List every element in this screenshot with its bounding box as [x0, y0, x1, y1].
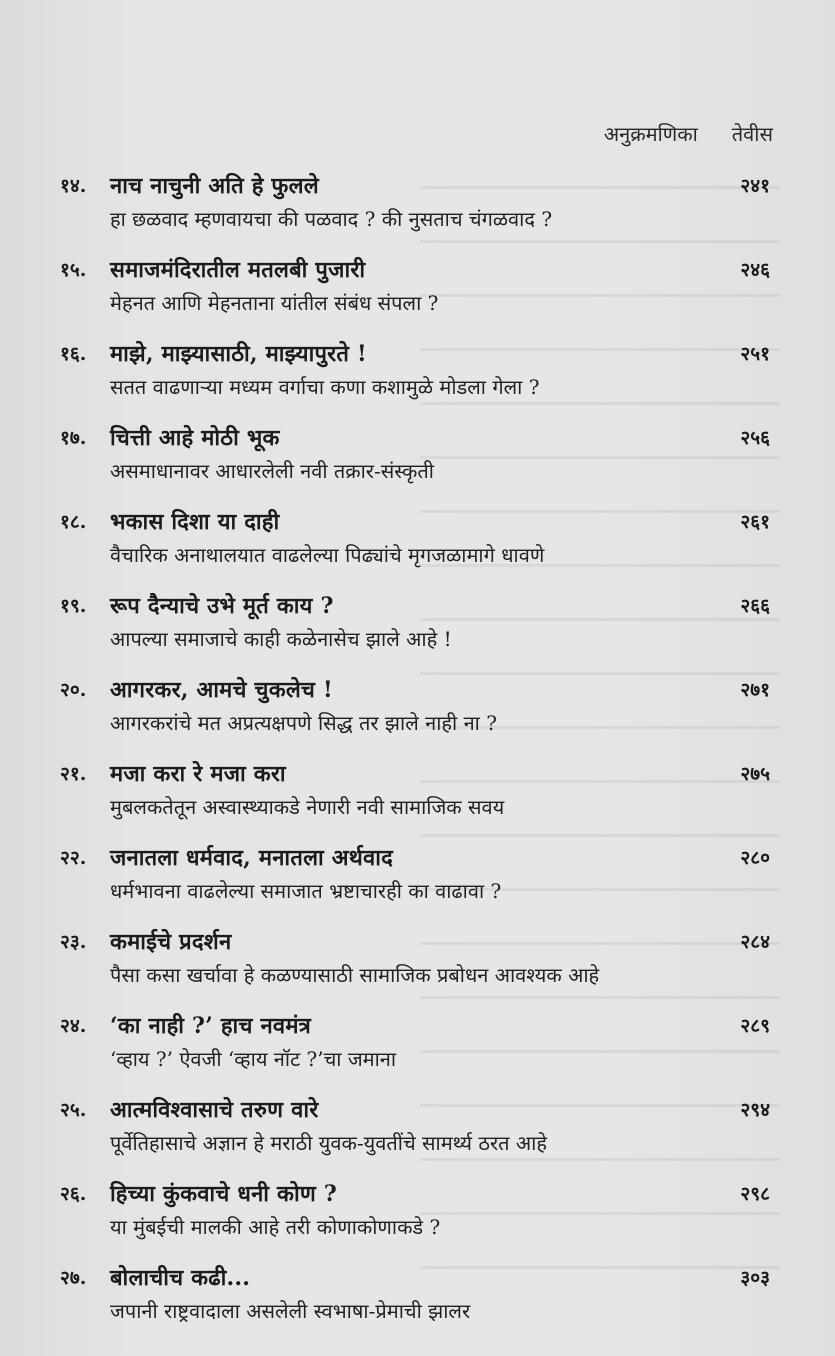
entry-subtitle: मुबलकतेतून अस्वास्थ्याकडे नेणारी नवी सामाजिक सवय: [110, 795, 505, 819]
entry-number: १६.: [60, 343, 87, 365]
entry-number: २४.: [60, 1015, 87, 1037]
entry-number: १५.: [60, 259, 87, 281]
entry-title: आगरकर, आमचे चुकलेच !: [110, 677, 333, 703]
entry-page: २६६: [740, 595, 770, 617]
entry-number: २६.: [60, 1183, 87, 1205]
toc-entry-24: [60, 1008, 770, 1074]
toc-entry-16: [60, 336, 770, 402]
entry-page: २८०: [740, 847, 770, 869]
entry-title: रूप दैन्याचे उभे मूर्त काय ?: [110, 593, 334, 619]
entry-subtitle: आगरकरांचे मत अप्रत्यक्षपणे सिद्ध तर झाले नाही ना ?: [110, 711, 497, 735]
entry-subtitle: धर्मभावना वाढलेल्या समाजात भ्रष्टाचारही का वाढावा ?: [110, 879, 502, 903]
entry-number: २५.: [60, 1099, 87, 1121]
toc-entry-26: [60, 1176, 770, 1242]
entry-page: ३०३: [740, 1267, 770, 1289]
entry-title: बोलाचीच कढी...: [110, 1265, 251, 1291]
entry-number: २१.: [60, 763, 87, 785]
entry-title: कमाईचे प्रदर्शन: [110, 929, 232, 955]
entry-number: २७.: [60, 1267, 87, 1289]
table-of-contents: [60, 168, 770, 1344]
entry-title: आत्मविश्वासाचे तरुण वारे: [110, 1097, 319, 1123]
entry-subtitle: मेहनत आणि मेहनताना यांतील संबंध संपला ?: [110, 291, 439, 315]
entry-page: २६१: [740, 511, 770, 533]
header-section: अनुक्रमणिका: [603, 122, 698, 146]
toc-entry-23: [60, 924, 770, 990]
entry-subtitle: सतत वाढणाऱ्या मध्यम वर्गाचा कणा कशामुळे मोडला गेला ?: [110, 375, 540, 399]
entry-number: २०.: [60, 679, 87, 701]
toc-entry-19: [60, 588, 770, 654]
entry-page: २९८: [740, 1183, 770, 1205]
toc-entry-22: [60, 840, 770, 906]
entry-subtitle: आपल्या समाजाचे काही कळेनासेच झाले आहे !: [110, 627, 452, 651]
entry-page: २७५: [740, 763, 770, 785]
entry-subtitle: वैचारिक अनाथालयात वाढलेल्या पिढ्यांचे मृगजळामागे धावणे: [110, 543, 545, 567]
entry-subtitle: जपानी राष्ट्रवादाला असलेली स्वभाषा-प्रेमाची झालर: [110, 1299, 471, 1323]
entry-page: २८४: [740, 931, 770, 953]
entry-number: १४.: [60, 175, 87, 197]
entry-page: २४६: [740, 259, 770, 281]
entry-page: २५६: [740, 427, 770, 449]
entry-subtitle: या मुंबईची मालकी आहे तरी कोणाकोणाकडे ?: [110, 1215, 441, 1239]
entry-page: २४१: [740, 175, 770, 197]
entry-page: २७१: [740, 679, 770, 701]
entry-page: २९४: [740, 1099, 770, 1121]
toc-entry-14: [60, 168, 770, 234]
toc-entry-18: [60, 504, 770, 570]
entry-number: २३.: [60, 931, 87, 953]
entry-number: १९.: [60, 595, 87, 617]
toc-entry-21: [60, 756, 770, 822]
entry-title: जनातला धर्मवाद, मनातला अर्थवाद: [110, 845, 394, 871]
entry-title: माझे, माझ्यासाठी, माझ्यापुरते !: [110, 341, 367, 367]
running-header: [604, 120, 773, 147]
entry-subtitle: असमाधानावर आधारलेली नवी तक्रार-संस्कृती: [110, 459, 434, 483]
entry-title: भकास दिशा या दाही: [110, 509, 280, 535]
entry-title: नाच नाचुनी अति हे फुलले: [110, 173, 319, 199]
entry-page: २८९: [740, 1015, 770, 1037]
entry-title: समाजमंदिरातील मतलबी पुजारी: [110, 257, 366, 283]
entry-title: हिच्या कुंकवाचे धनी कोण ?: [110, 1181, 337, 1207]
entry-title: ‘का नाही ?’ हाच नवमंत्र: [110, 1013, 312, 1039]
toc-entry-17: [60, 420, 770, 486]
entry-number: १८.: [60, 511, 87, 533]
entry-subtitle: हा छळवाद म्हणवायचा की पळवाद ? की नुसताच चंगळवाद ?: [110, 207, 553, 231]
entry-subtitle: ‘व्हाय ?’ ऐवजी ‘व्हाय नॉट ?’चा जमाना: [110, 1047, 397, 1071]
entry-title: चित्ती आहे मोठी भूक: [110, 425, 280, 451]
entry-subtitle: पैसा कसा खर्चावा हे कळण्यासाठी सामाजिक प्रबोधन आवश्यक आहे: [110, 963, 600, 987]
toc-entry-20: [60, 672, 770, 738]
header-page-label: तेवीस: [731, 122, 773, 146]
entry-page: २५१: [740, 343, 770, 365]
toc-entry-15: [60, 252, 770, 318]
entry-number: २२.: [60, 847, 87, 869]
entry-number: १७.: [60, 427, 87, 449]
toc-entry-25: [60, 1092, 770, 1158]
toc-entry-27: [60, 1260, 770, 1326]
entry-subtitle: पूर्वेतिहासाचे अज्ञान हे मराठी युवक-युवतींचे सामर्थ्य ठरत आहे: [110, 1131, 547, 1155]
entry-title: मजा करा रे मजा करा: [110, 761, 286, 787]
